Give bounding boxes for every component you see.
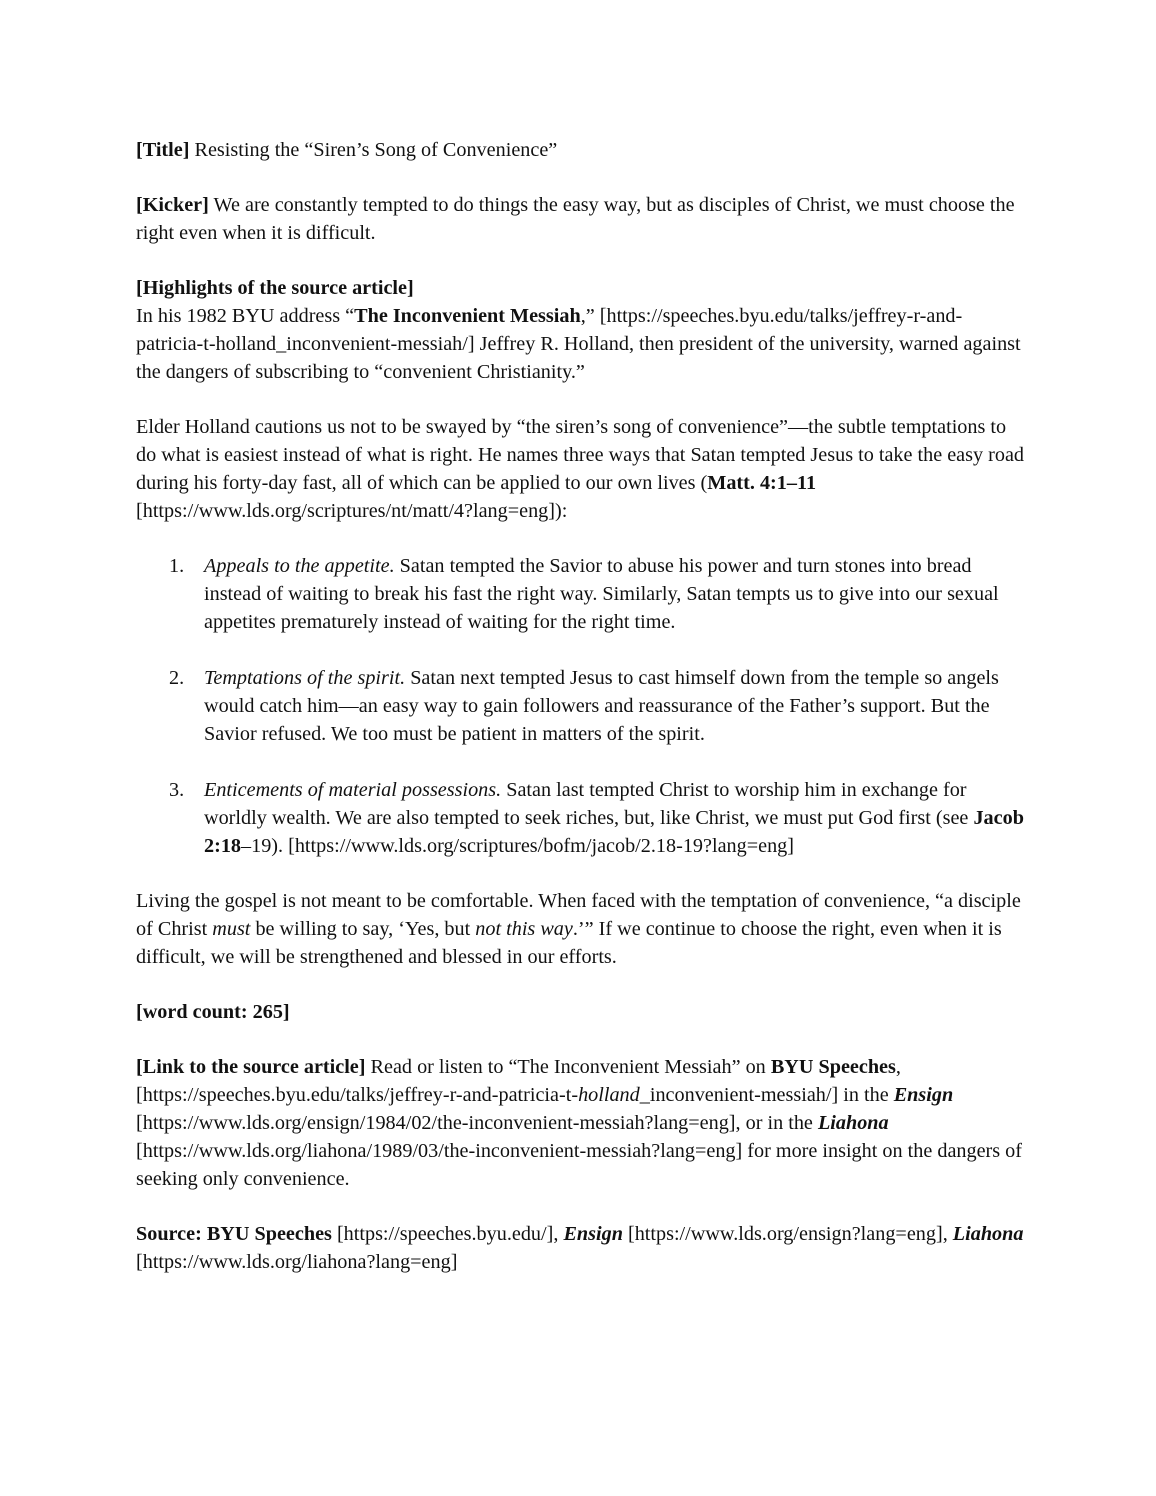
highlights-text: In his 1982 BYU address “ bbox=[136, 305, 355, 327]
title-label: [Title] bbox=[136, 139, 190, 161]
highlights-paragraph bbox=[136, 274, 1026, 386]
item-text: ). [https://www.lds.org/scriptures/bofm/jacob/2.18-19?lang=eng] bbox=[271, 835, 795, 857]
highlights-text: ,” [https://speeches.byu.edu/talks/jeffrey-r-and-patricia-t-holland_inconvenient-messiah/] Jeffrey R. Holland, then president of the university, warned against the dangers of subscribing to “convenient Christianity.” bbox=[136, 305, 1021, 383]
ensign-name: Ensign bbox=[563, 1223, 623, 1245]
list-number: 3. bbox=[169, 779, 185, 801]
caution-paragraph bbox=[136, 413, 1026, 525]
temptations-list bbox=[136, 552, 1026, 860]
list-number: 1. bbox=[169, 555, 185, 577]
byu-speeches-name: BYU Speeches bbox=[770, 1056, 896, 1078]
scripture-reference-tail: –19 bbox=[241, 835, 272, 857]
source-text: [https://www.lds.org/liahona?lang=eng] bbox=[136, 1251, 458, 1273]
scripture-reference: Matt. 4:1–11 bbox=[707, 472, 817, 494]
ensign-name: Ensign bbox=[893, 1084, 954, 1106]
list-item bbox=[136, 552, 1026, 636]
title-text: Resisting the “Siren’s Song of Convenience” bbox=[189, 139, 558, 161]
conclusion-text: be willing to say, ‘Yes, but bbox=[250, 918, 476, 940]
link-text: Read or listen to “The Inconvenient Messiah” on bbox=[365, 1056, 771, 1078]
item-heading: Temptations of the spirit. bbox=[204, 667, 406, 689]
conclusion-paragraph bbox=[136, 887, 1026, 971]
kicker-label: [Kicker] bbox=[136, 194, 209, 216]
item-heading: Enticements of material possessions. bbox=[204, 779, 502, 801]
holland-italic: holland bbox=[578, 1084, 640, 1106]
scripture-reference: Jacob 2:18 bbox=[204, 807, 1024, 857]
source-text: [https://www.lds.org/ensign?lang=eng], bbox=[622, 1223, 953, 1245]
conclusion-text: Living the gospel is not meant to be comfortable. When faced with the temptation of convenience, “a disciple of Christ bbox=[136, 890, 1021, 940]
emphasis-not-this-way: not this way bbox=[475, 918, 573, 940]
source-paragraph bbox=[136, 1220, 1026, 1276]
caution-text: Elder Holland cautions us not to be swayed by “the siren’s song of convenience”—the subtle temptations to do what is easiest instead of what is right. He names three ways that Satan tempted Jesus to take the easy road during his forty-day fast, all of which can be applied to our own lives ( bbox=[136, 416, 1025, 494]
item-text: Satan next tempted Jesus to cast himself down from the temple so angels would catch him—an easy way to gain followers and reassurance of the Father’s support. But the Savior refused. We too must be patient in matters of the spirit. bbox=[204, 667, 999, 745]
link-text: , [https://speeches.byu.edu/talks/jeffrey-r-and-patricia-t- bbox=[136, 1056, 901, 1106]
link-paragraph bbox=[136, 1053, 1026, 1193]
link-text: _inconvenient-messiah/] in the bbox=[639, 1084, 894, 1106]
kicker-paragraph bbox=[136, 191, 1026, 247]
list-item bbox=[136, 776, 1026, 860]
emphasis-must: must bbox=[212, 918, 251, 940]
liahona-name: Liahona bbox=[952, 1223, 1024, 1245]
highlights-heading: [Highlights of the source article] bbox=[136, 277, 414, 299]
source-text: [https://speeches.byu.edu/], bbox=[331, 1223, 564, 1245]
kicker-text: We are constantly tempted to do things the easy way, but as disciples of Christ, we must choose the right even when it is difficult. bbox=[136, 194, 1015, 244]
list-item bbox=[136, 664, 1026, 748]
document-page bbox=[136, 136, 1026, 1303]
item-text: Satan last tempted Christ to worship him in exchange for worldly wealth. We are also tempted to seek riches, but, like Christ, we must put God first (see bbox=[204, 779, 974, 829]
word-count-paragraph bbox=[136, 998, 1026, 1026]
talk-title: The Inconvenient Messiah bbox=[354, 305, 581, 327]
conclusion-text: .’” If we continue to choose the right, even when it is difficult, we will be strengthened and blessed in our efforts. bbox=[136, 918, 1002, 968]
item-heading: Appeals to the appetite. bbox=[204, 555, 395, 577]
title-paragraph bbox=[136, 136, 1026, 164]
source-label: Source: BYU Speeches bbox=[136, 1223, 332, 1245]
word-count: [word count: 265] bbox=[136, 1001, 290, 1023]
list-number: 2. bbox=[169, 667, 185, 689]
liahona-name: Liahona bbox=[817, 1112, 889, 1134]
caution-text: [https://www.lds.org/scriptures/nt/matt/4?lang=eng]): bbox=[136, 500, 568, 522]
link-text: [https://www.lds.org/liahona/1989/03/the-inconvenient-messiah?lang=eng] for more insight on the dangers of seeking only convenience. bbox=[136, 1140, 1022, 1190]
link-label: [Link to the source article] bbox=[136, 1056, 366, 1078]
link-text: [https://www.lds.org/ensign/1984/02/the-inconvenient-messiah?lang=eng], or in the bbox=[136, 1112, 818, 1134]
item-text: Satan tempted the Savior to abuse his power and turn stones into bread instead of waiting to break his fast the right way. Similarly, Satan tempts us to give into our sexual appetites prematurely instead of waiting for the right time. bbox=[204, 555, 999, 633]
